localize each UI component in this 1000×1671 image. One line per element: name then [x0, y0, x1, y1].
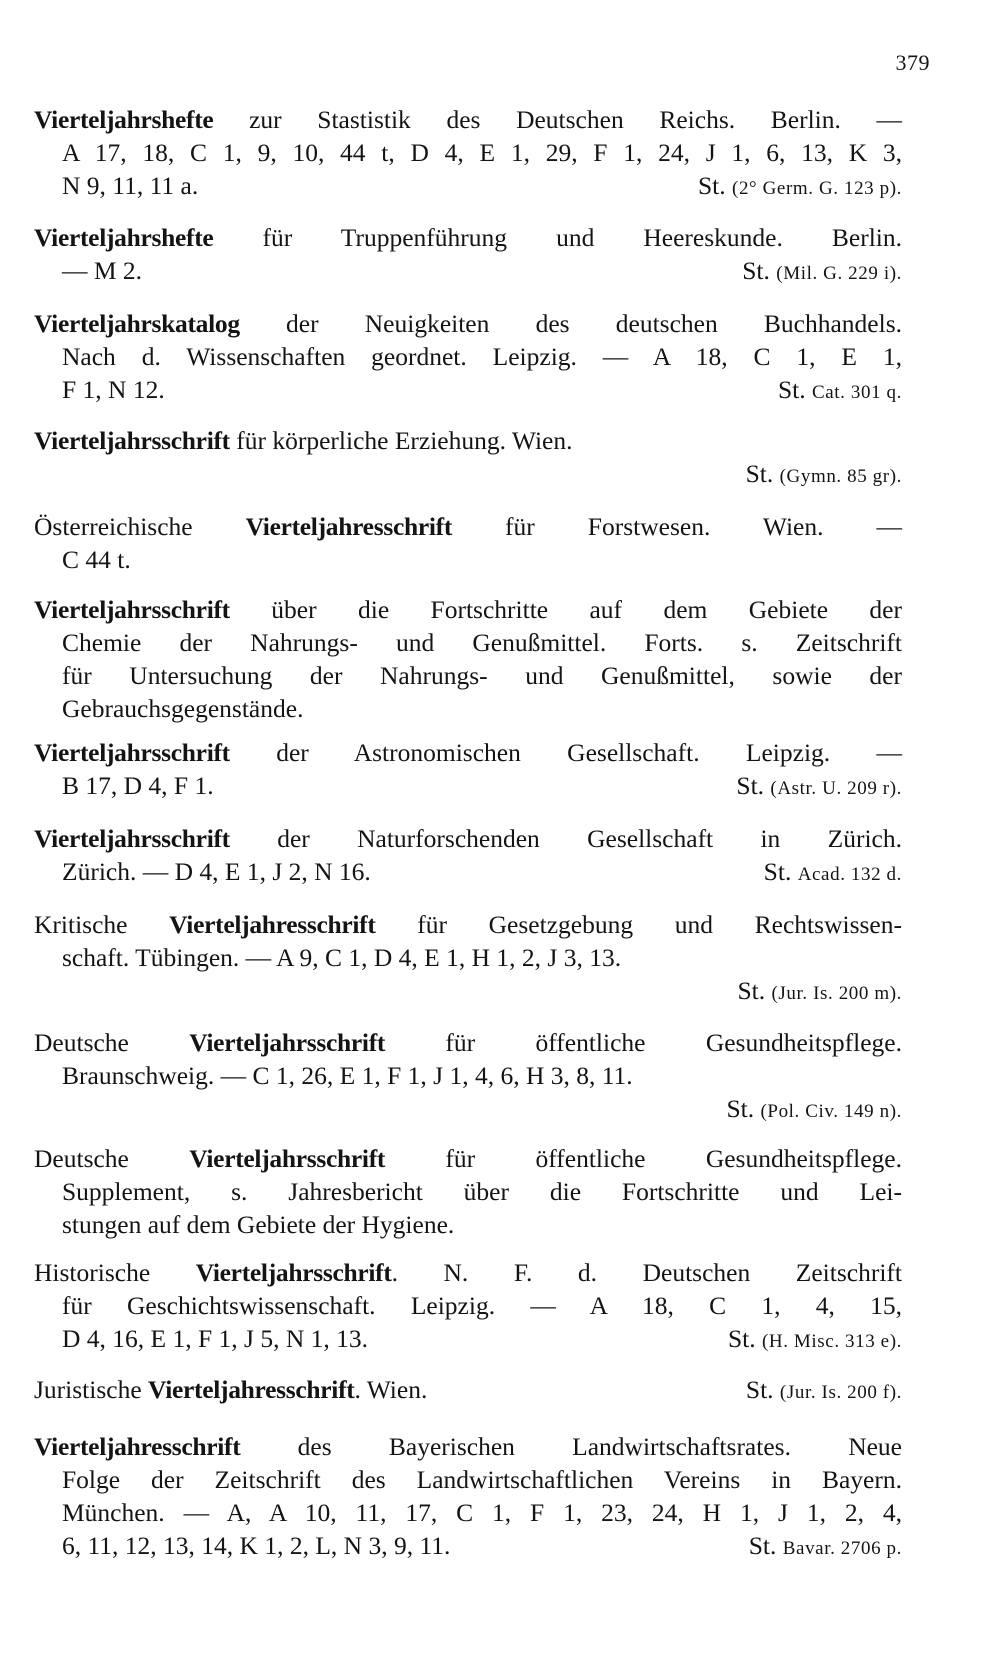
entry-text: D 4, 16, E 1, F 1, J 5, N 1, 13.: [62, 1324, 369, 1353]
entry-keyword: Vierteljahrsschrift: [34, 426, 230, 455]
entry-line: [34, 1092, 902, 1128]
entry-text: Historische: [34, 1258, 196, 1287]
entry-line: [34, 769, 902, 805]
entry-text: Österreichische: [34, 512, 246, 541]
entry-keyword: Vierteljahrsschrift: [34, 595, 230, 624]
entry-line: [34, 373, 902, 409]
entry-text: für öffentliche Gesundheitspflege.: [385, 1028, 902, 1057]
entry-line: [34, 254, 902, 290]
entry-text: Zürich. — D 4, E 1, J 2, N 16.: [62, 857, 371, 886]
entry-line: [34, 1142, 902, 1175]
entry-line: Nach d. Wissenschaften geordnet. Leipzig. — A 18, C 1, E 1,: [62, 342, 902, 371]
entry-keyword: Vierteljahrsschrift: [189, 1028, 386, 1057]
entry-keyword: Vierteljahrskatalog: [34, 309, 240, 338]
catalog-entry: [34, 1373, 902, 1409]
entry-line: [34, 822, 902, 855]
entry-line: [34, 1373, 902, 1409]
entry-line: [34, 855, 902, 891]
shelfmark: St. (Gymn. 85 gr).: [745, 459, 902, 488]
shelfmark: St. (Jur. Is. 200 m).: [737, 976, 902, 1005]
shelfmark: St. (Jur. Is. 200 f).: [745, 1375, 902, 1404]
entry-text: F 1, N 12.: [62, 375, 165, 404]
entry-text: . N. F. d. Deutschen Zeitschrift: [391, 1258, 902, 1287]
shelfmark: St. Acad. 132 d.: [763, 857, 902, 886]
entry-keyword: Vierteljahresschrift: [34, 1432, 241, 1461]
entry-line: München. — A, A 10, 11, 17, C 1, F 1, 23, 24, H 1, J 1, 2, 4,: [62, 1498, 902, 1527]
entry-keyword: Vierteljahrsschrift: [189, 1144, 386, 1173]
entry-text: über die Fortschritte auf dem Gebiete der: [229, 595, 902, 624]
entry-keyword: Vierteljahresschrift: [148, 1375, 355, 1404]
catalog-entry: [34, 593, 902, 725]
entry-line: [34, 1529, 902, 1565]
entry-keyword: Vierteljahresschrift: [169, 910, 376, 939]
entry-line: [34, 221, 902, 254]
entry-line: [34, 457, 902, 493]
entry-line: Supplement, s. Jahresbericht über die Fortschritte und Lei-: [62, 1177, 902, 1206]
entry-keyword: Vierteljahrsschrift: [34, 824, 230, 853]
catalog-entry: [34, 822, 902, 891]
entry-line: schaft. Tübingen. — A 9, C 1, D 4, E 1, H 1, 2, J 3, 13.: [62, 943, 622, 972]
entry-line: Braunschweig. — C 1, 26, E 1, F 1, J 1, 4, 6, H 3, 8, 11.: [62, 1061, 633, 1090]
entry-line: stungen auf dem Gebiete der Hygiene.: [62, 1210, 455, 1239]
entry-text: Juristische Vierteljahresschrift. Wien.: [34, 1375, 428, 1404]
entry-text: für Forstwesen. Wien. —: [452, 512, 902, 541]
entry-line: [34, 1322, 902, 1358]
entry-text: für öffentliche Gesundheitspflege.: [385, 1144, 902, 1173]
catalog-entry: [34, 103, 902, 205]
entry-text: zur Stastistik des Deutschen Reichs. Berlin. —: [213, 105, 902, 134]
entry-text: Deutsche: [34, 1144, 190, 1173]
entry-line: [34, 424, 902, 457]
entry-text: B 17, D 4, F 1.: [62, 771, 214, 800]
catalog-entry: [34, 424, 902, 493]
entry-keyword: Vierteljahrshefte: [34, 105, 214, 134]
entry-line: [34, 510, 902, 543]
shelfmark: St. (H. Misc. 313 e).: [727, 1324, 902, 1353]
entry-line: Chemie der Nahrungs- und Genußmittel. Forts. s. Zeitschrift: [62, 628, 902, 657]
entry-text: der Naturforschenden Gesellschaft in Zürich.: [229, 824, 902, 853]
catalog-entry: [34, 221, 902, 290]
entry-line: für Untersuchung der Nahrungs- und Genußmittel, sowie der: [62, 661, 902, 690]
shelfmark: St. (Pol. Civ. 149 n).: [726, 1094, 902, 1123]
entry-text: der Astronomischen Gesellschaft. Leipzig. —: [229, 738, 902, 767]
catalog-entry: [34, 736, 902, 805]
entry-line: [34, 908, 902, 941]
entry-text: 6, 11, 12, 13, 14, K 1, 2, L, N 3, 9, 11.: [62, 1531, 451, 1560]
shelfmark: St. (Mil. G. 229 i).: [742, 256, 902, 285]
shelfmark: St. (Astr. U. 209 r).: [736, 771, 902, 800]
catalog-entry: [34, 510, 902, 576]
entry-text: für Gesetzgebung und Rechtswissen-: [375, 910, 902, 939]
catalog-entry: [34, 1430, 902, 1565]
entry-line: A 17, 18, C 1, 9, 10, 44 t, D 4, E 1, 29, F 1, 24, J 1, 6, 13, K 3,: [62, 138, 902, 167]
entry-line: [34, 736, 902, 769]
entry-line: [34, 103, 902, 136]
catalog-entry: [34, 1026, 902, 1128]
entry-keyword: Vierteljahrsschrift: [195, 1258, 392, 1287]
entry-line: C 44 t.: [62, 545, 131, 574]
entry-line: [34, 307, 902, 340]
entry-text: für Truppenführung und Heereskunde. Berlin.: [213, 223, 902, 252]
entry-line: Gebrauchsgegenstände.: [62, 694, 304, 723]
entry-line: [34, 169, 902, 205]
entry-text: Deutsche: [34, 1028, 190, 1057]
entry-text: — M 2.: [62, 256, 143, 285]
entry-line: [34, 1256, 902, 1289]
catalog-entry: [34, 908, 902, 1010]
page-number: 379: [895, 50, 930, 75]
shelfmark: St. Bavar. 2706 p.: [748, 1531, 902, 1560]
catalog-entry: [34, 307, 902, 409]
catalog-entry: [34, 1256, 902, 1358]
entry-line: [34, 1430, 902, 1463]
entry-text: des Bayerischen Landwirtschaftsrates. Neue: [240, 1432, 902, 1461]
entry-keyword: Vierteljahrsschrift: [34, 738, 230, 767]
entry-text: für körperliche Erziehung. Wien.: [229, 426, 573, 455]
shelfmark: St. Cat. 301 q.: [777, 375, 902, 404]
catalog-entry: [34, 1142, 902, 1241]
entry-text: Kritische: [34, 910, 170, 939]
entry-text: der Neuigkeiten des deutschen Buchhandels.: [239, 309, 902, 338]
entry-line: [34, 974, 902, 1010]
entry-keyword: Vierteljahrshefte: [34, 223, 214, 252]
entry-line: [34, 593, 902, 626]
entry-text: N 9, 11, 11 a.: [62, 171, 199, 200]
shelfmark: St. (2° Germ. G. 123 p).: [697, 171, 902, 200]
entry-line: Folge der Zeitschrift des Landwirtschaftlichen Vereins in Bayern.: [62, 1465, 902, 1494]
entry-line: für Geschichtswissenschaft. Leipzig. — A 18, C 1, 4, 15,: [62, 1291, 902, 1320]
entry-line: [34, 1026, 902, 1059]
entry-keyword: Vierteljahresschrift: [245, 512, 453, 541]
